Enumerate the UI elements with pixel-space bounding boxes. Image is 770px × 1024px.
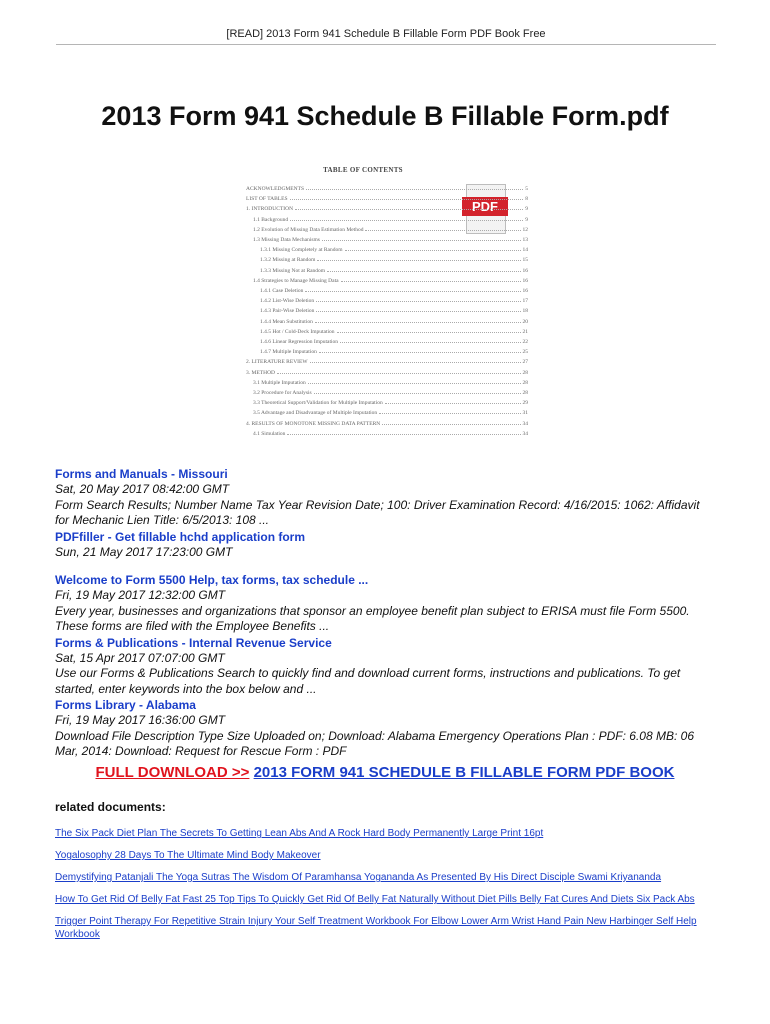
toc-entry-page: 25 [522, 349, 528, 356]
toc-leader-dots [277, 373, 520, 374]
result-date: Sun, 21 May 2017 17:23:00 GMT [55, 544, 233, 559]
toc-leader-dots [319, 352, 521, 353]
toc-entry-page: 5 [525, 186, 528, 192]
toc-entry-text: 1.4.1 Case Deletion [260, 288, 304, 294]
result-description: Download File Description Type Size Uploaded on; Download: Alabama Emergency Operations Plan : PDF: 6.08 MB: 06 Mar, 2014: Download: Request for Rescue Form : PDF [55, 728, 694, 758]
toc-entry-text: 1.4 Strategies to Manage Missing Data [253, 277, 339, 284]
toc-entry-page: 20 [522, 318, 528, 325]
related-document-link[interactable]: How To Get Rid Of Belly Fat Fast 25 Top Tips To Quickly Get Rid Of Belly Fat Naturally Without Diet Pills Belly Fat Cures And Diets Six Pack Abs [55, 894, 695, 905]
toc-entry-text: 1.4.7 Multiple Imputation [260, 349, 317, 356]
toc-entry-text: ACKNOWLEDGMENTS [246, 186, 305, 192]
toc-row [253, 429, 528, 437]
toc-row [246, 357, 528, 365]
toc-entry-page: 22 [522, 339, 528, 345]
toc-entry-page: 12 [522, 226, 528, 233]
header-text: [READ] 2013 Form 941 Schedule B Fillable Form PDF Book Free [226, 28, 546, 40]
search-results [55, 466, 715, 760]
toc-row [253, 215, 528, 223]
toc-entry-text: 4.1 Simulation [253, 430, 286, 437]
toc-row [253, 276, 528, 284]
search-result [55, 466, 715, 529]
toc-row [260, 255, 528, 263]
toc-leader-dots [365, 230, 520, 231]
toc-leader-dots [345, 250, 521, 251]
toc-entry-text: 1.4.6 Linear Regression Imputation [260, 339, 339, 345]
toc-row [253, 235, 528, 243]
toc-row [246, 204, 528, 212]
search-result [55, 529, 715, 561]
toc-entry-text: 4. RESULTS OF MONOTONE MISSING DATA PATTERN [246, 420, 381, 427]
search-result [55, 635, 715, 698]
toc-entry-page: 13 [522, 237, 528, 243]
result-title-link[interactable]: Forms & Publications - Internal Revenue Service [55, 635, 332, 650]
result-title-link[interactable]: Welcome to Form 5500 Help, tax forms, tax schedule ... [55, 573, 369, 587]
result-description: Every year, businesses and organizations that sponsor an employee benefit plan subject to ERISA must file Form 5500. These forms are filed with the Employee Benefits ... [55, 603, 690, 633]
toc-leader-dots [295, 209, 523, 210]
result-gap [55, 560, 715, 572]
toc-row [253, 398, 528, 406]
toc-entry-text: LIST OF TABLES [246, 196, 288, 203]
toc-leader-dots [316, 301, 520, 302]
toc-leader-dots [314, 393, 521, 394]
toc-entry-text: 1.2 Evolution of Missing Data Estimation Method [253, 226, 364, 233]
result-title-link[interactable]: Forms Library - Alabama [55, 698, 196, 712]
toc-entry-text: 1.3.3 Missing Not at Random [260, 267, 326, 274]
toc-entry-page: 21 [522, 328, 528, 335]
toc-leader-dots [308, 383, 521, 384]
toc-entry-page: 14 [522, 247, 528, 254]
toc-entry-text: 1.3.2 Missing at Random [260, 257, 316, 264]
page-title: 2013 Form 941 Schedule B Fillable Form.pdf [101, 101, 669, 131]
toc-entry-text: 2. LITERATURE REVIEW [246, 359, 308, 366]
result-title-link[interactable]: Forms and Manuals - Missouri [55, 467, 228, 481]
search-result [55, 697, 715, 760]
toc-entry-page: 16 [522, 277, 528, 284]
toc-entry-page: 9 [525, 216, 528, 223]
toc-entry-page: 18 [522, 308, 528, 315]
toc-entry-page: 17 [522, 298, 528, 305]
related-heading: related documents: [55, 800, 166, 814]
toc-row [246, 194, 528, 202]
toc-leader-dots [327, 271, 520, 272]
related-document-link[interactable]: Demystifying Patanjali The Yoga Sutras The Wisdom Of Paramhansa Yogananda As Presented By His Direct Disciple Swami Kriyananda [55, 872, 662, 883]
toc-leader-dots [322, 240, 521, 241]
toc-row [260, 327, 528, 335]
toc-leader-dots [287, 434, 520, 435]
toc-entry-text: 1.3 Missing Data Mechanisms [253, 237, 320, 243]
toc-leader-dots [306, 189, 523, 190]
full-download-link[interactable]: 2013 FORM 941 SCHEDULE B FILLABLE FORM PDF BOOK [253, 764, 675, 781]
toc-row [253, 388, 528, 396]
toc-row [253, 378, 528, 386]
toc-row [246, 184, 528, 192]
toc-leader-dots [290, 220, 523, 221]
toc-entry-page: 28 [522, 390, 528, 396]
toc-entry-page: 29 [522, 400, 528, 407]
toc-entry-text: 3.3 Theoretical Support/Validation for Multiple Imputation [253, 400, 383, 407]
full-download-banner [0, 764, 770, 781]
toc-leader-dots [315, 322, 521, 323]
toc-leader-dots [290, 199, 524, 200]
toc-entry-text: 1.4.3 Pair-Wise Deletion [260, 308, 315, 315]
search-result [55, 572, 715, 635]
related-document-link[interactable]: Trigger Point Therapy For Repetitive Strain Injury Your Self Treatment Workbook For Elbow Lower Arm Wrist Hand Pain New Harbinger Self Help Workbook [55, 916, 697, 940]
toc-leader-dots [310, 362, 521, 363]
toc-entry-text: 3. METHOD [246, 369, 276, 376]
toc-entry-text: 3.1 Multiple Imputation [253, 379, 306, 386]
toc-row [253, 225, 528, 233]
toc-leader-dots [341, 281, 521, 282]
result-date: Sat, 15 Apr 2017 07:07:00 GMT [55, 650, 225, 665]
toc-leader-dots [305, 291, 520, 292]
toc-leader-dots [379, 413, 520, 414]
result-date: Fri, 19 May 2017 16:36:00 GMT [55, 713, 226, 727]
result-description: Form Search Results; Number Name Tax Year Revision Date; 100: Driver Examination Record: 4/16/2015: 1062: Affidavit for Mechanic Lien Title: 6/5/2013: 108 ... [55, 497, 700, 527]
toc-row [246, 368, 528, 376]
full-download-label[interactable]: FULL DOWNLOAD >> [95, 764, 250, 781]
result-date: Sat, 20 May 2017 08:42:00 GMT [55, 482, 230, 496]
toc-leader-dots [382, 424, 520, 425]
toc-entry-text: 1. INTRODUCTION [246, 206, 294, 213]
toc-entry-page: 28 [522, 379, 528, 386]
toc-entry-page: 15 [522, 257, 528, 264]
toc-entry-page: 16 [522, 267, 528, 274]
toc-row [260, 266, 528, 274]
toc-preview-image [238, 162, 534, 442]
toc-leader-dots [317, 260, 520, 261]
toc-entry-text: 1.4.5 Hot / Cold-Deck Imputation [260, 328, 335, 335]
toc-entry-page: 9 [525, 206, 528, 213]
toc-row [260, 245, 528, 253]
result-description: Use our Forms & Publications Search to quickly find and download current forms, instructions and publications. To get started, enter keywords into the box below and ... [55, 666, 681, 696]
toc-row [260, 286, 528, 294]
toc-entry-page: 34 [522, 420, 528, 427]
toc-row [246, 419, 528, 427]
toc-leader-dots [385, 403, 521, 404]
toc-leader-dots [337, 332, 521, 333]
toc-leader-dots [316, 311, 520, 312]
result-title-link[interactable]: PDFfiller - Get fillable hchd application form [55, 529, 306, 544]
toc-entry-text: 1.4.4 Mean Substitution [260, 318, 313, 325]
toc-entry-text: 1.1 Background [253, 216, 289, 223]
result-date: Fri, 19 May 2017 12:32:00 GMT [55, 588, 226, 602]
toc-entry-text: 3.2 Procedure for Analysis [253, 390, 312, 396]
toc-row [260, 296, 528, 304]
related-document-link[interactable]: The Six Pack Diet Plan The Secrets To Getting Lean Abs And A Rock Hard Body Permanently Large Print 16pt [55, 828, 544, 839]
toc-entry-text: 1.4.2 List-Wise Deletion [260, 298, 315, 305]
toc-entry-page: 28 [522, 369, 528, 376]
toc-entry-page: 8 [525, 196, 528, 203]
related-document-link[interactable]: Yogalosophy 28 Days To The Ultimate Mind Body Makeover [55, 850, 321, 861]
toc-entry-page: 27 [522, 359, 528, 366]
toc-entry-page: 34 [522, 430, 528, 437]
toc-entry-page: 16 [522, 288, 528, 294]
toc-entry-page: 31 [522, 410, 528, 417]
toc-entry-text: 1.3.1 Missing Completely at Random [260, 247, 343, 254]
related-list [55, 827, 705, 950]
toc-heading: TABLE OF CONTENTS [323, 166, 403, 174]
header-divider [56, 44, 716, 45]
toc-row [260, 306, 528, 314]
toc-row [260, 317, 528, 325]
toc-entry-text: 3.5 Advantage and Disadvantage of Multiple Imputation [253, 410, 378, 417]
toc-row [253, 408, 528, 416]
pdf-icon-label: PDF [462, 197, 508, 216]
toc-row [260, 337, 528, 345]
toc-row [260, 347, 528, 355]
toc-leader-dots [340, 342, 520, 343]
